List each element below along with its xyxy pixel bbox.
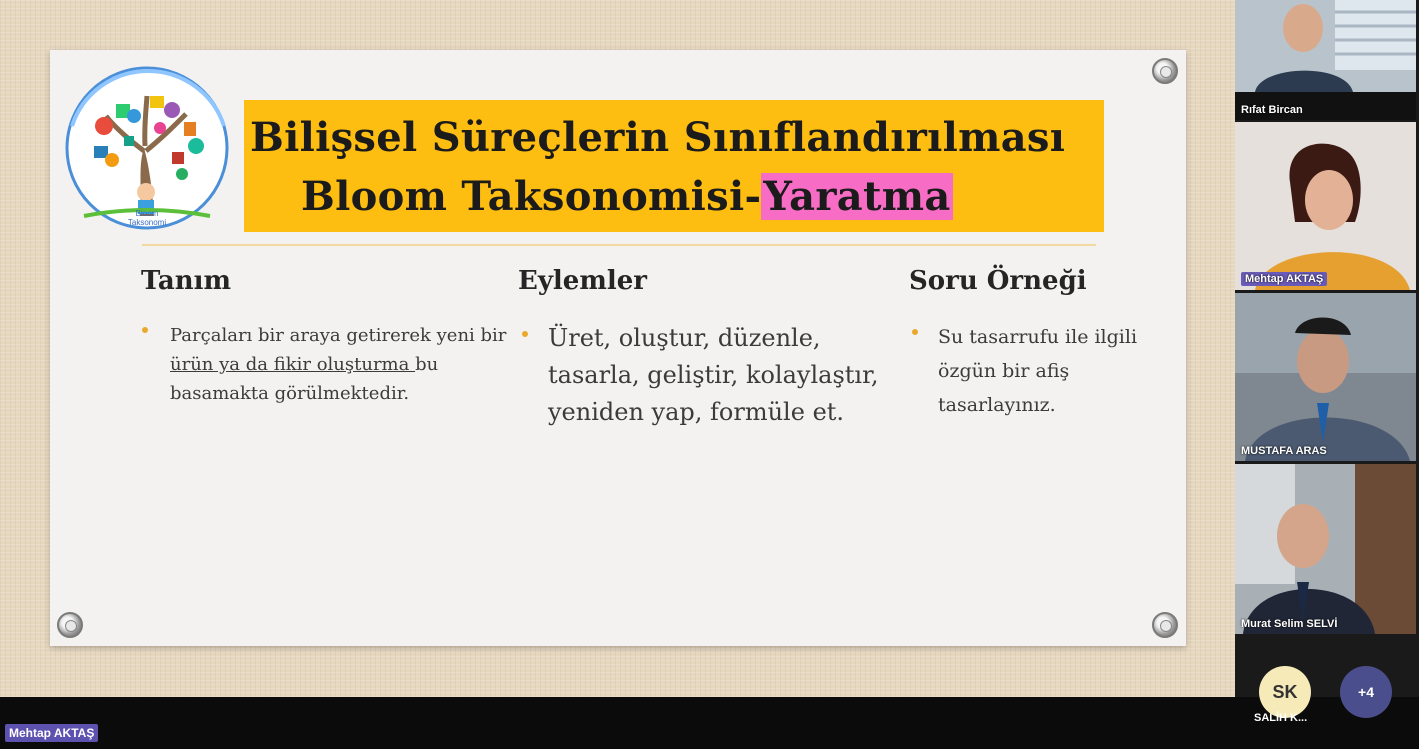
bloom-taxonomy-logo: [54, 56, 240, 232]
active-speaker-label: Mehtap AKTAŞ: [5, 724, 98, 742]
text-eylemler: [548, 320, 879, 431]
participant-tile[interactable]: [1235, 122, 1416, 290]
avatar-name: SALİH K...: [1254, 712, 1308, 724]
more-participants-button[interactable]: +4: [1340, 666, 1392, 718]
screw-icon: [57, 612, 83, 638]
logo-caption-2: Taksonomi: [127, 218, 167, 227]
slide-title-highlight: Yaratma: [763, 173, 951, 220]
slide-title-prefix: Bloom Taksonomisi-: [301, 173, 762, 220]
title-band: [244, 100, 1104, 232]
tanim-line1: Parçaları bir araya getirerek yeni bir: [170, 325, 507, 346]
text-soru: [938, 320, 1137, 422]
slide-title-line2: [301, 173, 1161, 220]
bottom-bar: [0, 697, 1419, 749]
tanim-underlined: ürün ya da fikir oluşturma: [170, 354, 416, 375]
participant-tile[interactable]: [1235, 0, 1416, 120]
text-tanim: [170, 321, 506, 408]
participant-name: MUSTAFA ARAS: [1241, 445, 1327, 457]
tanim-line2: [170, 350, 506, 379]
participant-name: Murat Selim SELVİ: [1241, 618, 1338, 630]
bullet-tanim: [142, 327, 148, 333]
participant-name: Mehtap AKTAŞ: [1241, 272, 1327, 286]
presentation-slide: [50, 50, 1186, 646]
eylemler-line1: Üret, oluştur, düzenle,: [548, 324, 821, 352]
bullet-eylemler: [522, 331, 528, 337]
heading-eylemler: Eylemler: [518, 266, 647, 296]
eylemler-line2: tasarla, geliştir, kolaylaştır,: [548, 361, 879, 389]
bullet-soru: [912, 329, 918, 335]
participant-name: Rıfat Bircan: [1241, 104, 1303, 116]
soru-line2: özgün bir afiş: [938, 360, 1070, 382]
avatar[interactable]: SK: [1259, 666, 1311, 718]
tanim-rest: bu: [415, 354, 439, 375]
participant-tile[interactable]: [1235, 293, 1416, 461]
soru-line1: Su tasarrufu ile ilgili: [938, 326, 1138, 348]
tanim-line3: basamakta görülmektedir.: [170, 383, 410, 404]
screw-icon: [1152, 612, 1178, 638]
participant-tile[interactable]: [1235, 464, 1416, 634]
slide-title-line1: Bilişsel Süreçlerin Sınıflandırılması: [250, 114, 1066, 161]
divider-line: [142, 244, 1096, 246]
heading-soru-ornegi: Soru Örneği: [909, 266, 1087, 296]
soru-line3: tasarlayınız.: [938, 394, 1056, 416]
logo-caption-1: Bloom: [135, 209, 159, 218]
eylemler-line3: yeniden yap, formüle et.: [548, 398, 845, 426]
heading-tanim: Tanım: [141, 266, 231, 296]
screw-icon: [1152, 58, 1178, 84]
